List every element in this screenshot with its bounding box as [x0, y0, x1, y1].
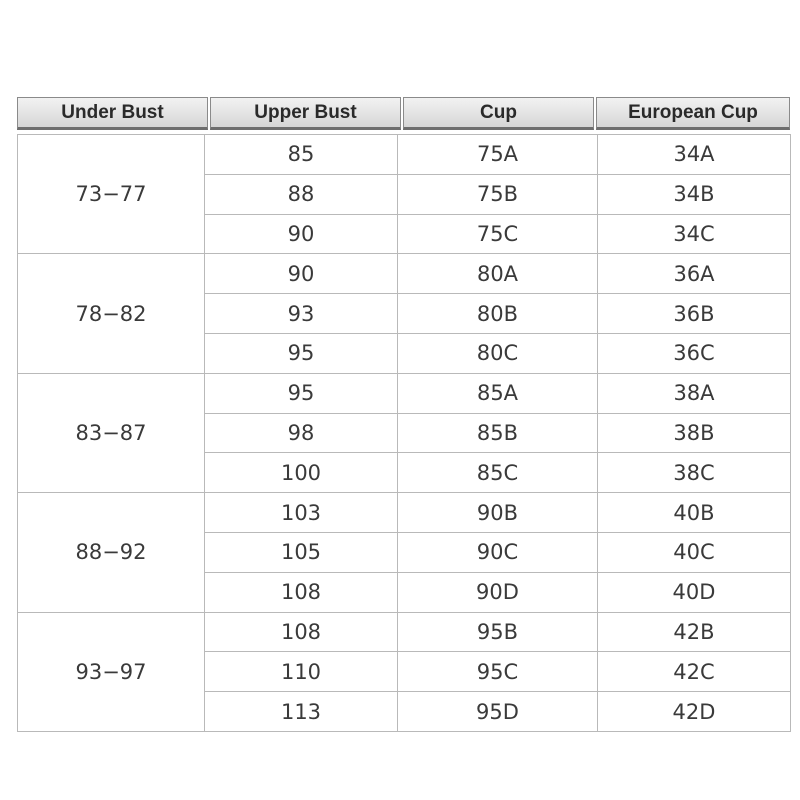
european-cup-cell: 36C [598, 333, 791, 373]
cup-cell: 90D [398, 572, 598, 612]
cup-cell: 95B [398, 612, 598, 652]
table-row [18, 135, 791, 175]
header-under-bust: Under Bust [17, 97, 208, 130]
cup-cell: 95C [398, 652, 598, 692]
under-bust-cell: 78−82 [18, 254, 205, 373]
upper-bust-cell: 108 [205, 612, 398, 652]
european-cup-cell: 40D [598, 572, 791, 612]
european-cup-cell: 42D [598, 692, 791, 732]
header-european-cup: European Cup [596, 97, 790, 130]
upper-bust-cell: 103 [205, 493, 398, 533]
european-cup-cell: 42C [598, 652, 791, 692]
upper-bust-cell: 90 [205, 254, 398, 294]
upper-bust-cell: 108 [205, 572, 398, 612]
upper-bust-cell: 85 [205, 135, 398, 175]
under-bust-cell: 83−87 [18, 373, 205, 492]
european-cup-cell: 38B [598, 413, 791, 453]
european-cup-cell: 34C [598, 214, 791, 254]
european-cup-cell: 36A [598, 254, 791, 294]
european-cup-cell: 34B [598, 174, 791, 214]
table-header [17, 97, 790, 130]
cup-cell: 85B [398, 413, 598, 453]
european-cup-cell: 38A [598, 373, 791, 413]
upper-bust-cell: 95 [205, 333, 398, 373]
table-row [18, 373, 791, 413]
table-row [18, 254, 791, 294]
table-row [18, 493, 791, 533]
cup-cell: 75C [398, 214, 598, 254]
under-bust-cell: 88−92 [18, 493, 205, 612]
upper-bust-cell: 105 [205, 532, 398, 572]
header-cup: Cup [403, 97, 594, 130]
cup-cell: 90C [398, 532, 598, 572]
european-cup-cell: 42B [598, 612, 791, 652]
under-bust-cell: 93−97 [18, 612, 205, 731]
upper-bust-cell: 88 [205, 174, 398, 214]
european-cup-cell: 36B [598, 294, 791, 334]
size-table-body [18, 135, 791, 732]
upper-bust-cell: 113 [205, 692, 398, 732]
european-cup-cell: 40C [598, 532, 791, 572]
cup-cell: 80B [398, 294, 598, 334]
under-bust-cell: 73−77 [18, 135, 205, 254]
cup-cell: 95D [398, 692, 598, 732]
european-cup-cell: 40B [598, 493, 791, 533]
upper-bust-cell: 98 [205, 413, 398, 453]
upper-bust-cell: 110 [205, 652, 398, 692]
header-upper-bust: Upper Bust [210, 97, 401, 130]
cup-cell: 85C [398, 453, 598, 493]
european-cup-cell: 38C [598, 453, 791, 493]
cup-cell: 85A [398, 373, 598, 413]
cup-cell: 80A [398, 254, 598, 294]
cup-cell: 75A [398, 135, 598, 175]
size-table [17, 134, 791, 732]
upper-bust-cell: 95 [205, 373, 398, 413]
cup-cell: 80C [398, 333, 598, 373]
cup-cell: 90B [398, 493, 598, 533]
table-row [18, 612, 791, 652]
upper-bust-cell: 100 [205, 453, 398, 493]
cup-cell: 75B [398, 174, 598, 214]
upper-bust-cell: 93 [205, 294, 398, 334]
upper-bust-cell: 90 [205, 214, 398, 254]
european-cup-cell: 34A [598, 135, 791, 175]
